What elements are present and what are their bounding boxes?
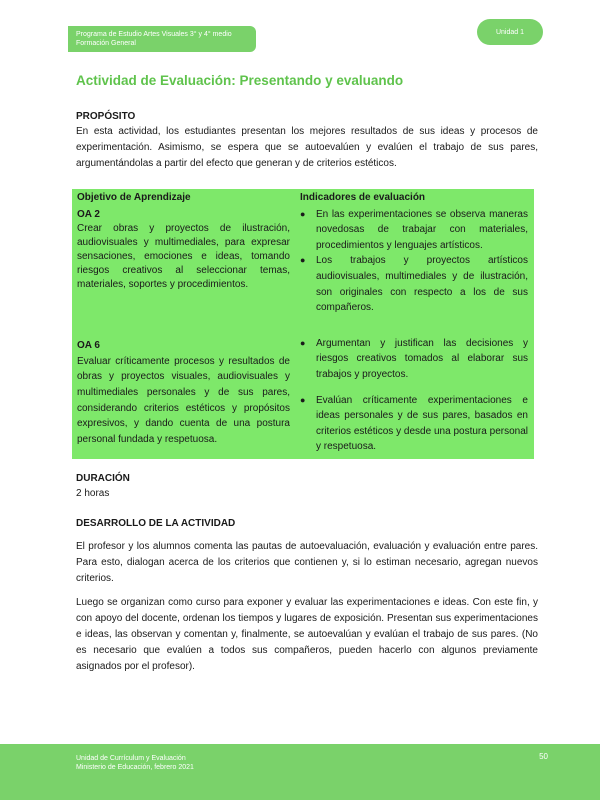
spacer [77, 292, 290, 338]
spacer [300, 383, 528, 393]
indicator-item: ● En las experimentaciones se observa maneras novedosas de trabajar con materiales, procedimientos y lenguajes artísticos. [300, 207, 528, 254]
indicator-item: ● Argumentan y justifican las decisiones y riesgos creativos tomados al elaborar sus trabajos y proyectos. [300, 336, 528, 383]
oa6-title: OA 6 [77, 340, 100, 352]
page-title: Actividad de Evaluación: Presentando y evaluando [76, 73, 404, 88]
proposito-text: En esta actividad, los estudiantes presentan los mejores resultados de sus ideas y procesos de experimentación. Asimismo, se espera que se autoevalúen y evalúen el trabajo de sus pares, argumentándolas a partir del efecto que generan y de criterios estéticos. [76, 126, 538, 169]
objectives-table [72, 189, 534, 459]
page-footer [0, 744, 600, 800]
unit-badge: Unidad 1 [477, 19, 543, 45]
program-header [68, 26, 256, 52]
footer-unit: Unidad de Currículum y Evaluación [76, 755, 186, 762]
objectives-header: Objetivo de Aprendizaje [77, 192, 191, 203]
oa2-title: OA 2 [77, 208, 100, 220]
duracion-heading: DURACIÓN [76, 473, 130, 484]
bullet-icon: ● [300, 394, 306, 405]
desarrollo-paragraph-2: Luego se organizan como curso para exponer y evaluar las experimentaciones e ideas. Con este fin, y con apoyo del docente, ordenan los tiempos y lugares de exposición. Presentan sus experimentaciones e ideas, las observan y comentan y, finalmente, se autoevalúan y evalúan el trabajo de sus pares. (No es necesario que evalúen a todos sus compañeros, pueden hacerlo con algunos previamente asignados por el profesor). [76, 597, 538, 672]
indicators-column [294, 189, 534, 459]
oa6-text: Evaluar críticamente procesos y resultados de obras y proyectos visuales, audiovisuales y multimediales personales y de sus pares, considerando criterios estéticos y propósitos expresivos, y dando cuenta de una postura personal fundada y respetuosa. [77, 355, 290, 445]
desarrollo-paragraph-1: El profesor y los alumnos comenta las pautas de autoevaluación, evaluación y evaluación entre pares. Para esto, dialogan acerca de los criterios que contienen y, si lo estiman necesario, agregan nuevos criterios. [76, 541, 538, 584]
program-title: Programa de Estudio Artes Visuales 3° y 4° medio [76, 31, 232, 38]
indicators-header: Indicadores de evaluación [300, 192, 426, 203]
footer-ministry: Ministerio de Educación, febrero 2021 [76, 764, 194, 771]
objectives-column [72, 189, 294, 459]
oa2-text: Crear obras y proyectos de ilustración, audiovisuales y multimediales, para expresar sensaciones, emociones e ideas, tomando riesgos creativos al seleccionar temas, materiales, soportes y procedimientos. [77, 223, 290, 291]
indicator-item: ● Los trabajos y proyectos artísticos audiovisuales, multimediales y de ilustración, son originales con respecto a los de sus compañeros. [300, 253, 528, 315]
desarrollo-heading: DESARROLLO DE LA ACTIVIDAD [76, 518, 236, 529]
duracion-value: 2 horas [76, 488, 110, 499]
proposito-heading: PROPÓSITO [76, 111, 136, 122]
footer-text [76, 754, 194, 772]
spacer [300, 316, 528, 336]
indicator-item: ● Evalúan críticamente experimentaciones e ideas personales y de sus pares, basados en criterios estéticos y desde una postura personal y respetuosa. [300, 393, 528, 455]
program-subtitle: Formación General [76, 40, 136, 47]
bullet-icon: ● [300, 337, 306, 348]
bullet-icon: ● [300, 255, 306, 266]
bullet-icon: ● [300, 208, 306, 219]
page-number: 50 [539, 752, 548, 761]
